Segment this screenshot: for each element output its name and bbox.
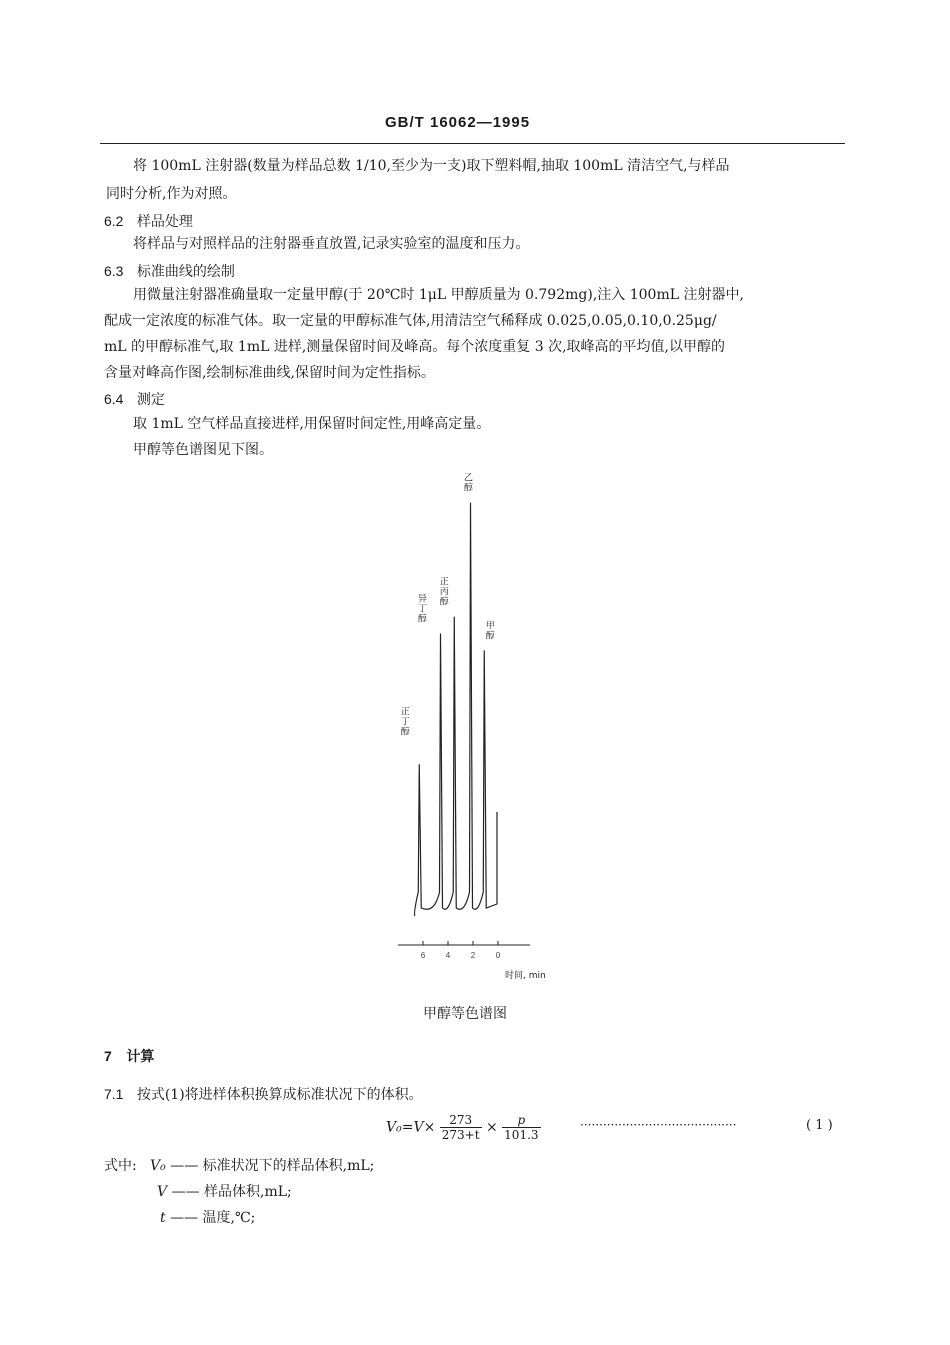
peak-label-3: 乙醇 xyxy=(463,473,474,494)
fraction-denominator: 273+t xyxy=(441,1128,480,1142)
section-heading-6-3 xyxy=(104,261,235,281)
formula-leader-dots: ········································· xyxy=(580,1118,737,1132)
paragraph-line: 将样品与对照样品的注射器垂直放置,记录实验室的温度和压力。 xyxy=(133,236,530,252)
header-rule xyxy=(100,143,845,144)
peak-label-1: 异丁醇 xyxy=(417,594,428,625)
peak-label-2: 正丙醇 xyxy=(439,577,449,608)
peak-label-4: 甲醇 xyxy=(485,621,495,642)
section-title: 测定 xyxy=(136,392,165,408)
equation-number: ( 1 ) xyxy=(806,1118,833,1133)
section-number: 6.3 xyxy=(104,263,124,279)
clause-number: 7.1 xyxy=(104,1086,124,1102)
document-header: GB/T 16062—1995 xyxy=(385,114,531,131)
definition-symbol: V₀ xyxy=(150,1158,166,1174)
paragraph-line: 将 100mL 注射器(数量为样品总数 1/10,至少为一支)取下塑料帽,抽取 100mL 清洁空气,与样品 xyxy=(133,158,730,174)
section-heading-7 xyxy=(104,1046,154,1066)
section-number: 7 xyxy=(104,1048,112,1064)
paragraph-line: 甲醇等色谱图见下图。 xyxy=(133,442,273,458)
chromatogram-chart xyxy=(380,473,580,990)
paragraph-line: 含量对峰高作图,绘制标准曲线,保留时间为定性指标。 xyxy=(104,365,435,381)
definition-text: —— 温度,℃; xyxy=(170,1210,256,1226)
fraction-numerator: p xyxy=(502,1113,540,1128)
formula-1 xyxy=(386,1113,541,1142)
peak-label-0: 正丁醇 xyxy=(400,707,410,738)
paragraph-line: 取 1mL 空气样品直接进样,用保留时间定性,用峰高定量。 xyxy=(133,416,491,432)
definition-symbol: t xyxy=(160,1210,166,1226)
section-title: 标准曲线的绘制 xyxy=(136,264,235,280)
x-tick-label: 2 xyxy=(470,951,476,960)
definition-symbol: V xyxy=(157,1184,168,1200)
clause-7-1 xyxy=(104,1084,423,1104)
chart-caption: 甲醇等色谱图 xyxy=(423,1006,507,1022)
section-number: 6.2 xyxy=(104,213,124,229)
clause-text: 按式(1)将进样体积换算成标准状况下的体积。 xyxy=(136,1087,423,1103)
x-tick-label: 4 xyxy=(445,951,451,960)
definition-text: —— 样品体积,mL; xyxy=(171,1184,292,1200)
paragraph-line: 同时分析,作为对照。 xyxy=(106,186,237,202)
fraction-temperature xyxy=(440,1113,482,1142)
formula-lhs: V₀=V× xyxy=(386,1119,436,1136)
x-tick-label: 6 xyxy=(420,951,426,960)
fraction-pressure xyxy=(502,1113,540,1142)
paragraph-line: mL 的甲醇标准气,取 1mL 进样,测量保留时间及峰高。每个浓度重复 3 次,取峰高的平均值,以甲醇的 xyxy=(104,339,726,355)
x-axis-label: 时间, min xyxy=(505,971,546,981)
section-number: 6.4 xyxy=(104,391,124,407)
section-heading-6-4 xyxy=(104,389,165,409)
section-title: 样品处理 xyxy=(136,214,193,230)
paragraph-line: 用微量注射器准确量取一定量甲醇(于 20℃时 1μL 甲醇质量为 0.792mg),注入 100mL 注射器中, xyxy=(133,287,744,303)
section-title: 计算 xyxy=(126,1049,155,1065)
fraction-denominator: 101.3 xyxy=(504,1128,539,1142)
definition-row xyxy=(150,1156,374,1176)
x-tick-label: 0 xyxy=(495,951,501,960)
where-label: 式中: xyxy=(104,1158,137,1174)
definition-text: —— 标准状况下的样品体积,mL; xyxy=(170,1158,375,1174)
formula-times: × xyxy=(485,1119,498,1136)
paragraph-line: 配成一定浓度的标准气体。取一定量的甲醇标准气体,用清洁空气稀释成 0.025,0.05,0.10,0.25μg/ xyxy=(104,313,717,329)
definition-row xyxy=(157,1182,292,1202)
fraction-numerator: 273 xyxy=(440,1113,482,1128)
chromatogram-trace xyxy=(415,503,497,916)
section-heading-6-2 xyxy=(104,211,193,231)
definition-row xyxy=(160,1208,255,1228)
